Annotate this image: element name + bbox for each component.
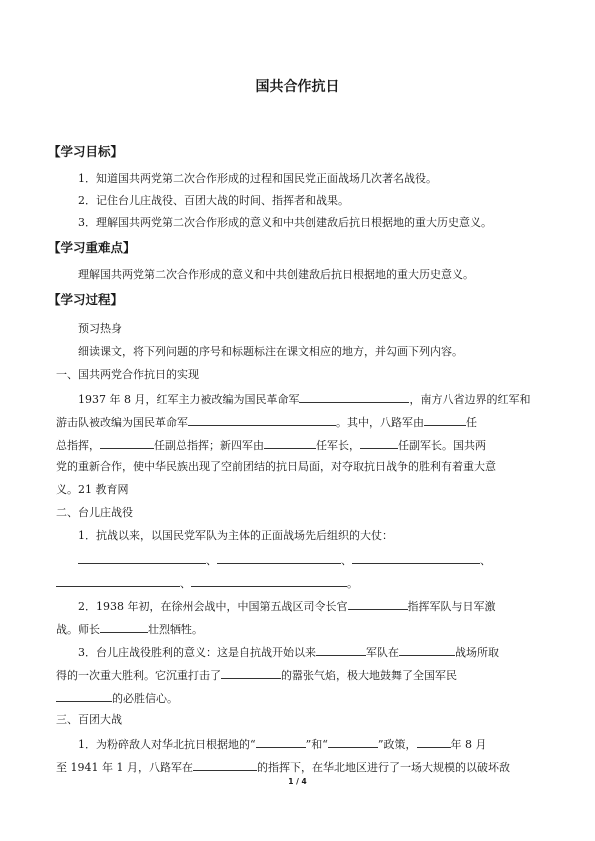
key-points-text: 理解国共两党第二次合作形成的意义和中共创建敌后抗日根据地的重大历史意义。 — [78, 268, 474, 281]
section-2-q3-line-1: 3．台儿庄战役胜利的意义：这是自抗战开始以来 军队在 战场所取 — [78, 646, 499, 659]
instruction-text: 细读课文，将下列问题的序号和标题标注在课文相应的地方，并勾画下列内容。 — [78, 345, 463, 358]
blank-field[interactable] — [417, 736, 451, 748]
blank-field[interactable] — [100, 621, 148, 633]
goal-item-1: 1．知道国共两党第二次合作形成的过程和国民党正面战场几次著名战役。 — [78, 172, 437, 185]
page-number: 1 / 4 — [288, 777, 307, 786]
blank-field[interactable] — [256, 736, 306, 748]
section-2-q3-line-3: 的必胜信心。 — [56, 690, 178, 706]
page-title: 国共合作抗日 — [255, 79, 340, 95]
blank-field[interactable] — [264, 437, 316, 449]
section-1-line-3: 总指挥， 任副总指挥；新四军由 任军长， 任副军长。国共两 — [56, 439, 486, 452]
section-3-title: 三、百团大战 — [56, 713, 122, 726]
blank-field[interactable] — [191, 575, 347, 587]
blank-field[interactable] — [221, 667, 281, 679]
section-2-q2-line-2: 战。师长 壮烈牺牲。 — [56, 623, 203, 636]
section-2-q1: 1．抗战以来，以国民党军队为主体的正面战场先后组织的大仗： — [78, 529, 393, 542]
section-2-q3-line-2: 得的一次重大胜利。它沉重打击了 的嚣张气焰，极大地鼓舞了全国军民 — [56, 669, 457, 682]
goal-item-3: 3．理解国共两党第二次合作形成的意义和中共创建敌后抗日根据地的重大历史意义。 — [78, 216, 492, 229]
section-2-q2-line-1: 2．1938 年初，在徐州会战中，中国第五战区司令长官 指挥军队与日军激 — [78, 600, 496, 613]
section-3-line-1: 1．为粉碎敌人对华北抗日根据地的“ ”和“ ”政策， 年 8 月 — [78, 738, 487, 751]
section-1-line-5: 义。21 教育网 — [56, 483, 129, 496]
blank-field[interactable] — [100, 437, 154, 449]
blank-field[interactable] — [188, 414, 336, 426]
section-2-title: 二、台儿庄战役 — [56, 506, 133, 519]
blank-field[interactable] — [217, 552, 341, 564]
blank-field[interactable] — [56, 690, 112, 702]
blank-field[interactable] — [316, 644, 366, 656]
section-3-line-2: 至 1941 年 1 月，八路军在 的指挥下，在华北地区进行了一场大规模的以破坏敌 — [56, 761, 510, 774]
section-1-line-1: 1937 年 8 月，红军主力被改编为国民革命军 ，南方八省边界的红军和 — [78, 393, 531, 406]
blank-field[interactable] — [424, 414, 466, 426]
goals-heading: 【学习目标】 — [48, 144, 124, 159]
section-1-title: 一、国共两党合作抗日的实现 — [56, 368, 199, 381]
blank-field[interactable] — [193, 759, 257, 771]
section-1-line-4: 党的重新合作，使中华民族出现了空前团结的抗日局面，对夺取抗日战争的胜利有着重大意 — [56, 460, 496, 473]
blank-field[interactable] — [399, 644, 455, 656]
process-heading: 【学习过程】 — [48, 292, 124, 307]
blank-field[interactable] — [360, 437, 398, 449]
blank-field[interactable] — [328, 736, 378, 748]
key-points-heading: 【学习重难点】 — [48, 240, 136, 255]
blank-field[interactable] — [299, 391, 409, 403]
blank-field[interactable] — [352, 552, 480, 564]
blank-field[interactable] — [56, 575, 180, 587]
blank-field[interactable] — [348, 598, 408, 610]
section-2-battles-row-1: 、 、 、 — [78, 552, 491, 568]
preview-label: 预习热身 — [78, 322, 122, 335]
blank-field[interactable] — [78, 552, 206, 564]
goal-item-2: 2．记住台儿庄战役、百团大战的时间、指挥者和战果。 — [78, 194, 349, 207]
section-2-battles-row-2: 、 。 — [56, 575, 358, 591]
section-1-line-2: 游击队被改编为国民革命军 。其中，八路军由 任 — [56, 416, 477, 429]
